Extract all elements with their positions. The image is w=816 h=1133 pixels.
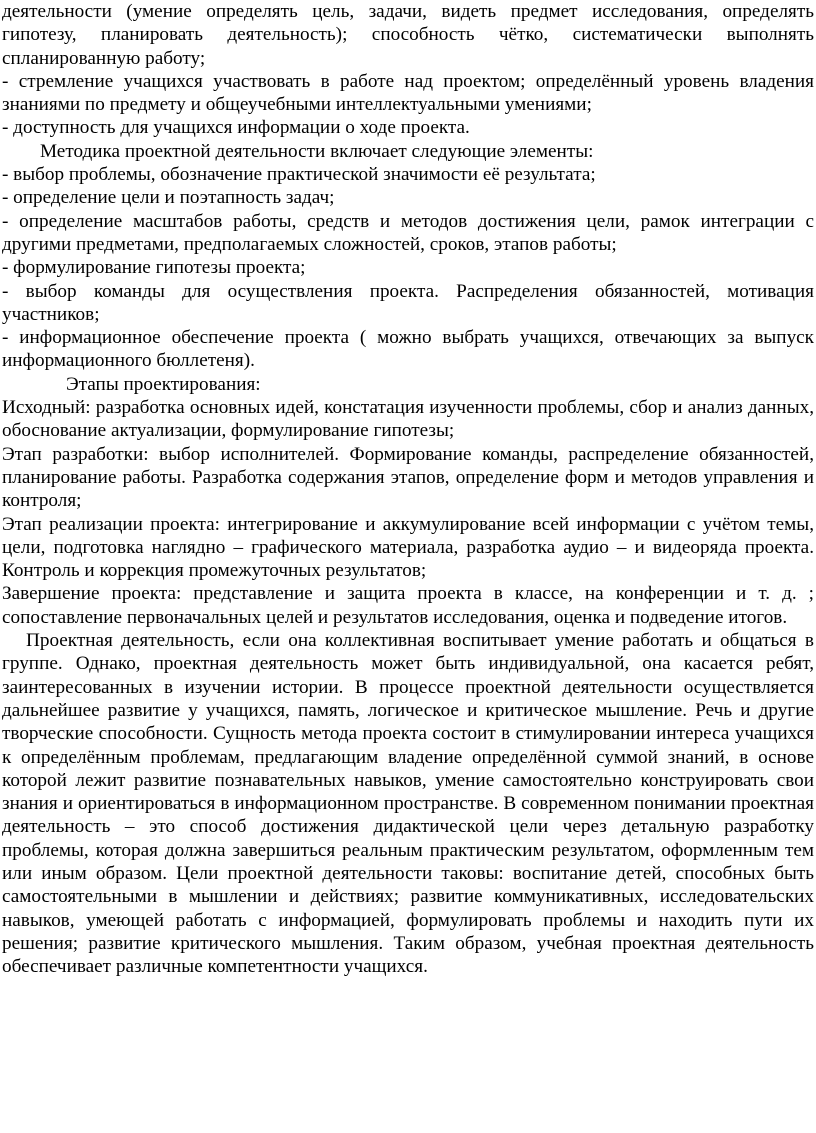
stage-initial: Исходный: разработка основных идей, констатация изученности проблемы, сбор и анализ данных, обоснование актуализации, формулирование гипотезы;	[2, 397, 814, 442]
stage-completion: Завершение проекта: представление и защита проекта в классе, на конференции и т. д. ; сопоставление первоначальных целей и результатов исследования, оценка и подведение итогов.	[2, 583, 814, 628]
paragraph-intro-continuation: деятельности (умение определять цель, задачи, видеть предмет исследования, определять гипотезу, планировать деятельность); способность чётко, систематически выполнять спланированную работу;	[2, 1, 814, 69]
list-item-information-access: - доступность для учащихся информации о ходе проекта.	[2, 117, 470, 139]
list-item-hypothesis: - формулирование гипотезы проекта;	[2, 257, 306, 279]
stages-heading: Этапы проектирования:	[66, 373, 261, 395]
stage-implementation: Этап реализации проекта: интегрирование и аккумулирование всей информации с учётом темы, цели, подготовка наглядно – графического материала, разработка аудио – и видеоряда проекта. Контроль и коррекция промежуточных результатов;	[2, 513, 814, 582]
list-item-scope-definition: - определение масштабов работы, средств и методов достижения цели, рамок интеграции с другими предметами, предполагаемых сложностей, сроков, этапов работы;	[2, 210, 814, 255]
list-item-information-support: - информационное обеспечение проекта ( можно выбрать учащихся, отвечающих за выпуск информационного бюллетеня).	[2, 327, 814, 372]
methodology-heading: Методика проектной деятельности включает следующие элементы:	[40, 140, 594, 162]
list-item-team-choice: - выбор команды для осуществления проекта. Распределения обязанностей, мотивация участников;	[2, 280, 814, 325]
paragraph-project-activity: Проектная деятельность, если она коллективная воспитывает умение работать и общаться в группе. Однако, проектная деятельность может быть индивидуальной, она касается ребят, заинтересованных в изучении истории. В процессе проектной деятельности осуществляется дальнейшее развитие у учащихся, память, логическое и критическое мышление. Речь и другие творческие способности. Сущность метода проекта состоит в стимулировании интереса учащихся к определённым проблемам, предлагающим владение определённой суммой знаний, в основе которой лежит развитие познавательных навыков, умение самостоятельно конструировать свои знания и ориентироваться в информационном пространстве. В современном понимании проектная деятельность – это способ достижения дидактической цели через детальную разработку проблемы, которая должна завершиться реальным практическим результатом, оформленным тем или иным образом. Цели проектной деятельности таковы: воспитание детей, способных быть самостоятельными в мышлении и действиях; развитие коммуникативных, исследовательских навыков, умеющей работать с информацией, формулировать проблемы и находить пути их решения; развитие критического мышления. Таким образом, учебная проектная деятельность обеспечивает различные компетентности учащихся.	[2, 630, 814, 978]
stage-development: Этап разработки: выбор исполнителей. Формирование команды, распределение обязанностей, планирование работы. Разработка содержания этапов, определение форм и методов управления и контроля;	[2, 443, 814, 512]
list-item-problem-choice: - выбор проблемы, обозначение практической значимости её результата;	[2, 164, 596, 186]
list-item-goal-definition: - определение цели и поэтапность задач;	[2, 187, 335, 209]
list-item-student-aspiration: - стремление учащихся участвовать в работе над проектом; определённый уровень владения знаниями по предмету и общеучебными интеллектуальными умениями;	[2, 70, 814, 116]
